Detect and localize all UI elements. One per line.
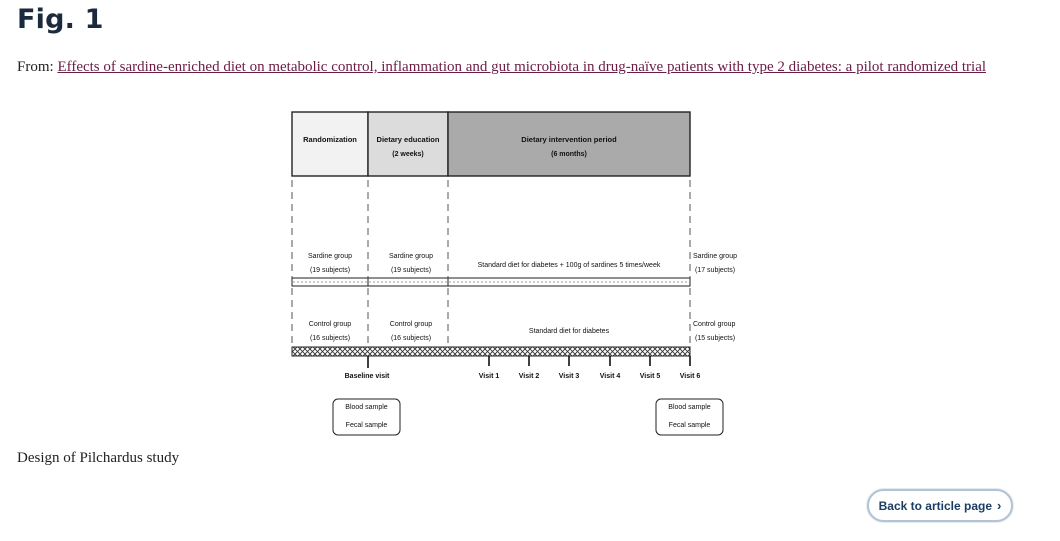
back-to-article-label: Back to article page <box>878 498 993 513</box>
visit-4-label: Visit 4 <box>599 373 621 380</box>
visit-2-label: Visit 2 <box>518 373 540 380</box>
phase-label-intervention: Dietary intervention period <box>521 135 617 144</box>
visit-6-label: Visit 6 <box>679 373 701 380</box>
visit-5-label: Visit 5 <box>639 373 661 380</box>
phase-label-education: Dietary education <box>376 135 440 144</box>
visit-ticks <box>368 356 690 368</box>
sardine-group-label-start: Sardine group <box>308 253 352 260</box>
baseline-visit-label: Baseline visit <box>344 373 390 380</box>
study-design-diagram <box>280 104 760 444</box>
sardine-n-edu: (19 subjects) <box>390 267 432 274</box>
control-group-label-edu: Control group <box>389 321 433 328</box>
control-n-end: (15 subjects) <box>695 335 736 342</box>
figure-title: Fig. 1 <box>17 4 104 35</box>
baseline-blood-sample: Blood sample <box>345 404 388 411</box>
visit-3-label: Visit 3 <box>558 373 580 380</box>
control-n-start: (16 subjects) <box>309 335 351 342</box>
sardine-diet: Standard diet for diabetes + 100g of sardines 5 times/week <box>477 262 661 269</box>
sardine-n-start: (19 subjects) <box>309 267 351 274</box>
figure-caption: Design of Pilchardus study <box>17 450 180 466</box>
control-timeline-bar <box>292 347 690 356</box>
from-label: From: <box>17 59 54 75</box>
sardine-timeline-bar <box>292 278 690 286</box>
chevron-right-icon: › <box>997 498 1002 513</box>
article-link[interactable]: Effects of sardine-enriched diet on metabolic control, inflammation and gut microbiota in drug-naïve patients with type 2 diabetes: a pilot randomized trial <box>57 59 987 75</box>
control-n-edu: (16 subjects) <box>390 335 432 342</box>
control-group-label-start: Control group <box>308 321 352 328</box>
phase-box-intervention <box>448 112 690 176</box>
phase-label-randomization: Randomization <box>303 135 357 144</box>
sardine-n-end: (17 subjects) <box>695 267 736 274</box>
final-fecal-sample: Fecal sample <box>668 422 711 429</box>
back-to-article-button[interactable] <box>867 489 1013 522</box>
study-design-figure <box>280 104 760 444</box>
phase-box-education <box>368 112 448 176</box>
sardine-group-label-edu: Sardine group <box>389 253 433 260</box>
visit-1-label: Visit 1 <box>478 373 500 380</box>
final-blood-sample: Blood sample <box>668 404 711 411</box>
baseline-fecal-sample: Fecal sample <box>345 422 388 429</box>
phase-box-randomization <box>292 112 368 176</box>
control-group-label-end: Control group <box>693 321 736 328</box>
source-line <box>17 57 1027 77</box>
control-diet: Standard diet for diabetes <box>528 328 610 335</box>
phase-sub-intervention: (6 months) <box>551 151 587 158</box>
phase-sub-education: (2 weeks) <box>392 151 424 158</box>
sardine-group-label-end: Sardine group <box>693 253 737 260</box>
